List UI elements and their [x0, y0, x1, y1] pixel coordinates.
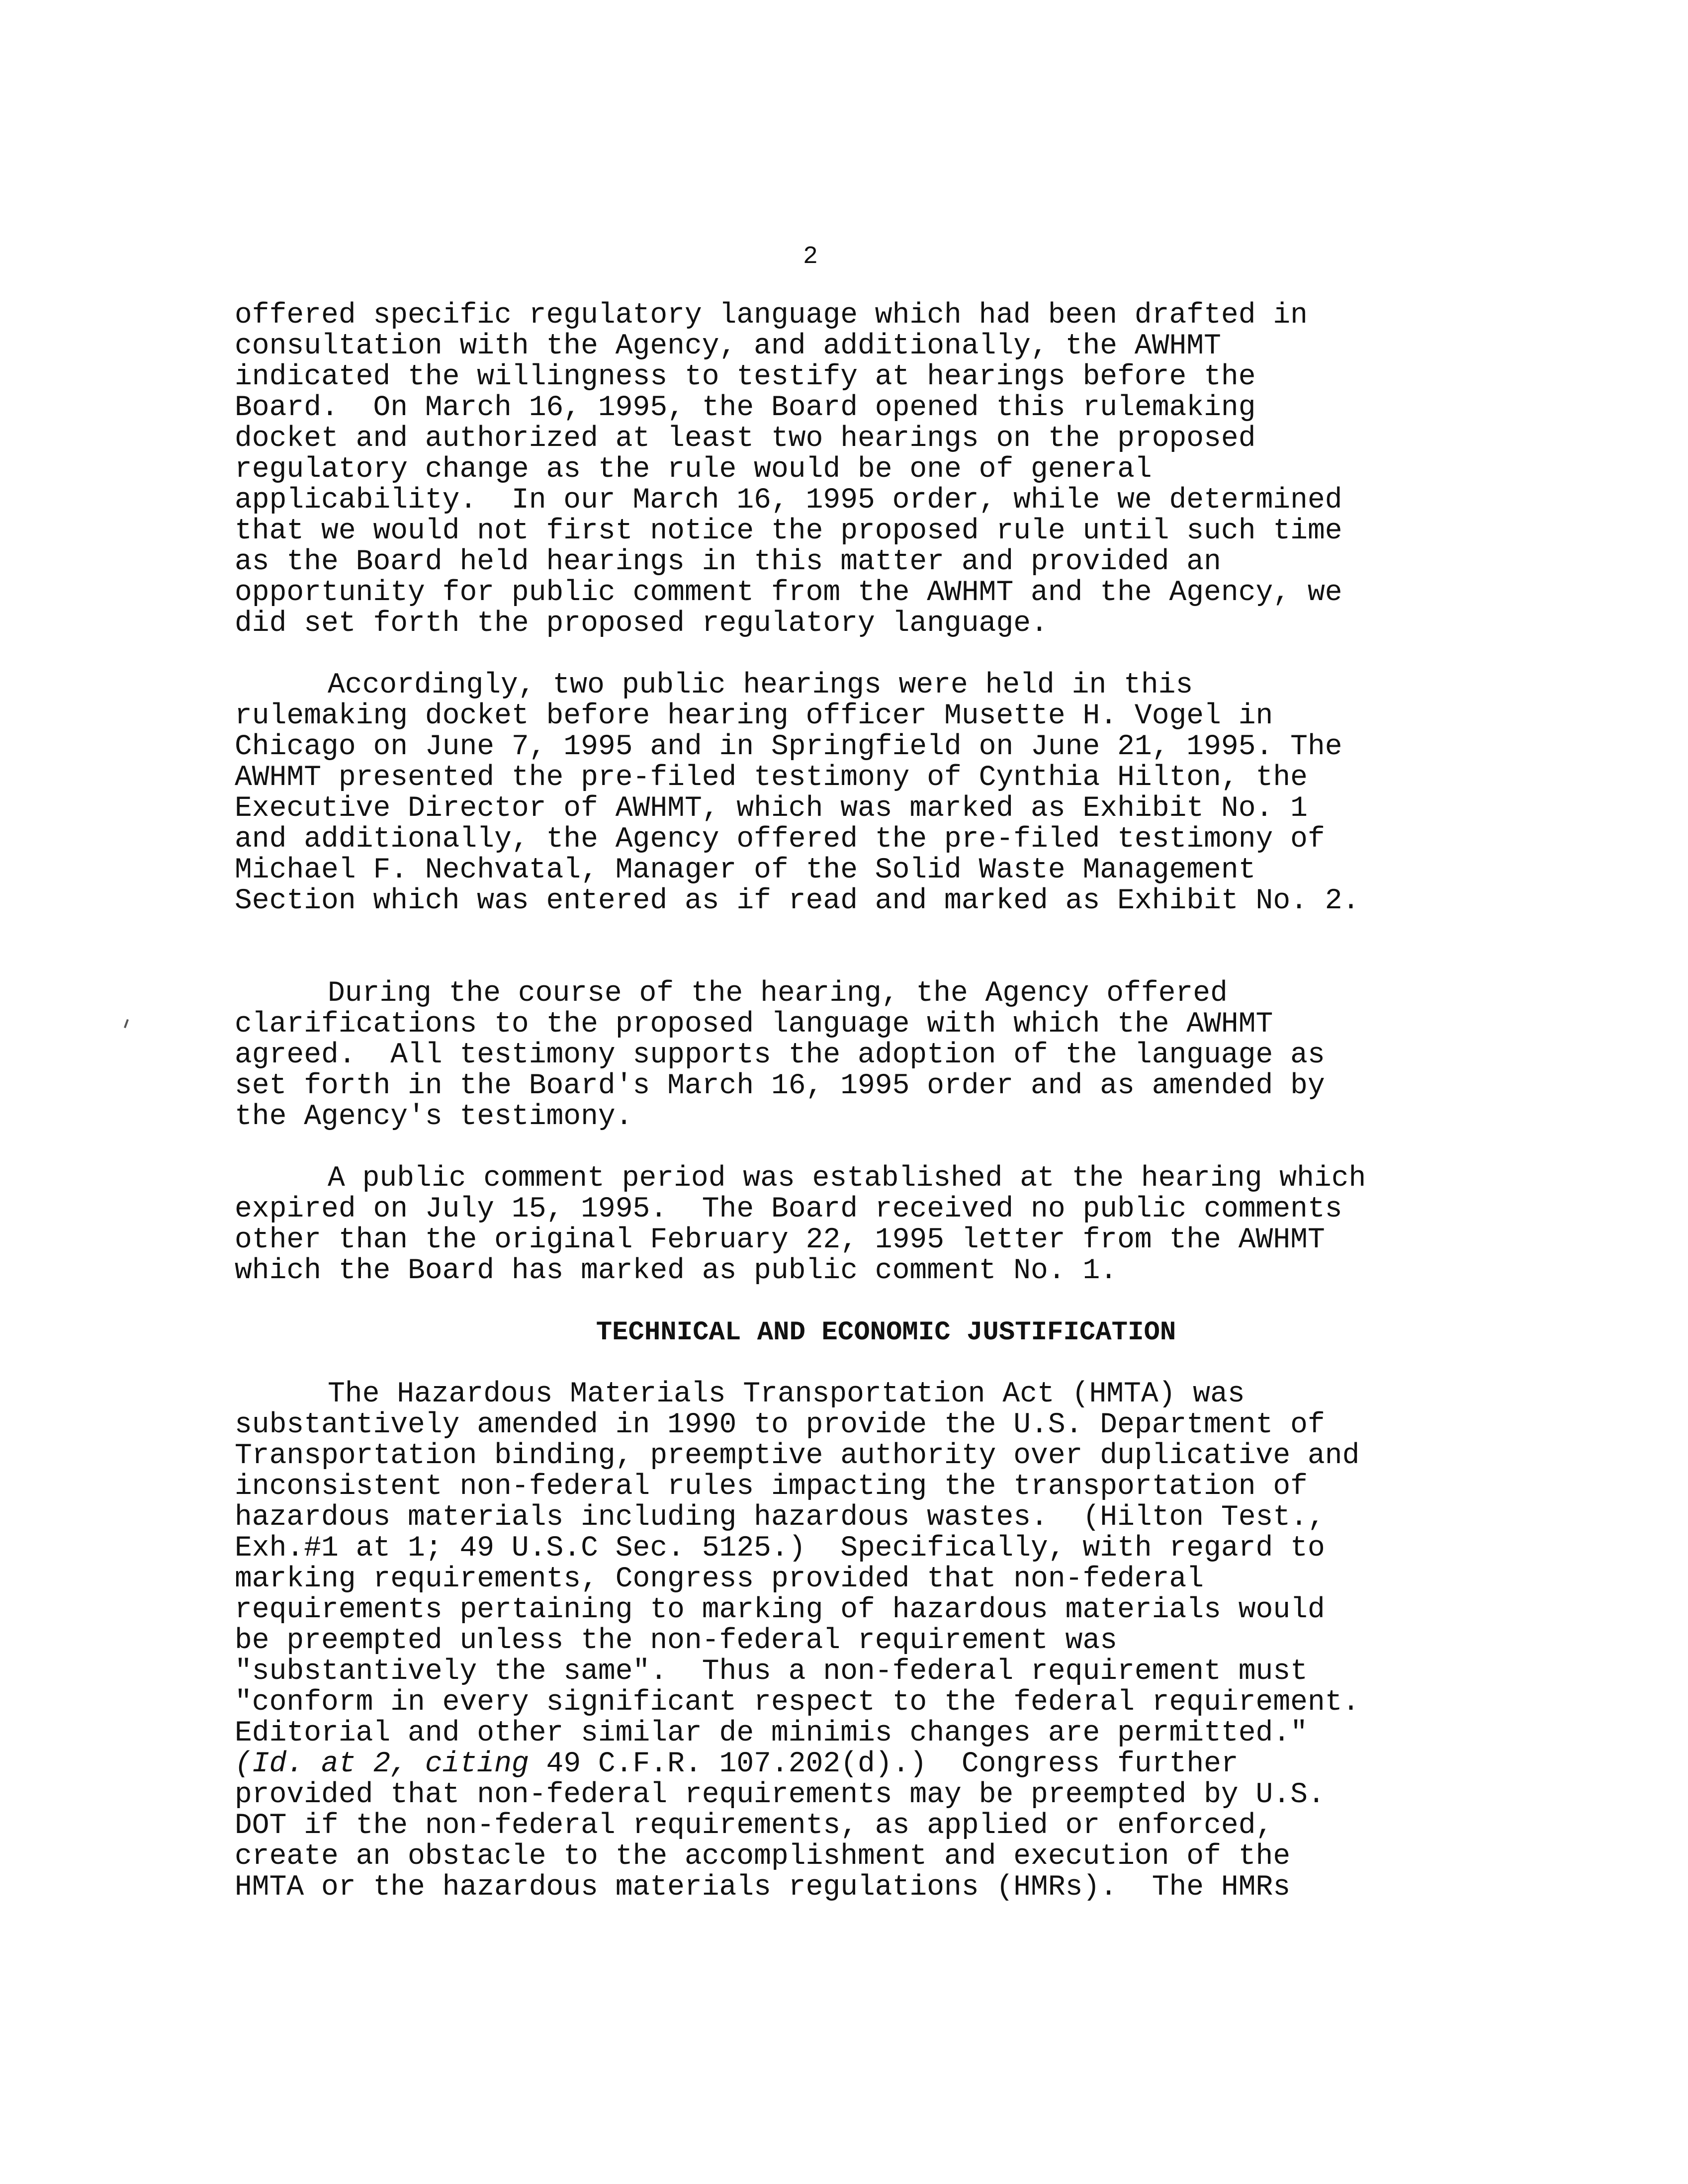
text-line: Chicago on June 7, 1995 and in Springfield on June 21, 1995. The	[235, 731, 1342, 763]
page-number: 2	[802, 243, 818, 271]
text-line: applicability. In our March 16, 1995 order, while we determined	[235, 484, 1342, 517]
text-line: agreed. All testimony supports the adoption of the language as	[235, 1039, 1325, 1071]
text-line: Michael F. Nechvatal, Manager of the Solid Waste Management	[235, 854, 1256, 886]
text-line: Transportation binding, preemptive authority over duplicative and	[235, 1440, 1360, 1472]
text-line: marking requirements, Congress provided that non-federal	[235, 1563, 1204, 1595]
citation-italic: (Id. at 2, citing	[235, 1748, 529, 1780]
text-line: set forth in the Board's March 16, 1995 order and as amended by	[235, 1070, 1325, 1102]
text-line: be preempted unless the non-federal requirement was	[235, 1625, 1118, 1657]
text-line: the Agency's testimony.	[235, 1101, 633, 1133]
text-line: did set forth the proposed regulatory language.	[235, 608, 1048, 640]
text-line: consultation with the Agency, and additionally, the AWHMT	[235, 330, 1221, 362]
text-line: and additionally, the Agency offered the pre-filed testimony of	[235, 823, 1325, 856]
paragraph-3	[235, 978, 1468, 1133]
paragraph-1	[235, 300, 1468, 639]
text-line: clarifications to the proposed language with which the AWHMT	[235, 1008, 1273, 1041]
text-line: regulatory change as the rule would be one of general	[235, 453, 1152, 486]
text-line: provided that non-federal requirements may be preempted by U.S.	[235, 1779, 1325, 1811]
text-line: inconsistent non-federal rules impacting the transportation of	[235, 1471, 1308, 1503]
text-line: A public comment period was established at the hearing which	[328, 1162, 1366, 1195]
text-line: DOT if the non-federal requirements, as applied or enforced,	[235, 1810, 1273, 1842]
text-line: substantively amended in 1990 to provide the U.S. Department of	[235, 1409, 1325, 1441]
text-line: Board. On March 16, 1995, the Board opened this rulemaking	[235, 392, 1256, 424]
text-line: indicated the willingness to testify at hearings before the	[235, 361, 1256, 393]
paragraph-5	[235, 1379, 1468, 1903]
text-line: offered specific regulatory language which had been drafted in	[235, 299, 1308, 332]
document-body	[235, 300, 1468, 1903]
text-line: Exh.#1 at 1; 49 U.S.C Sec. 5125.) Specifically, with regard to	[235, 1532, 1325, 1565]
paragraph-4	[235, 1163, 1468, 1287]
text-line: that we would not first notice the proposed rule until such time	[235, 515, 1342, 547]
section-heading: TECHNICAL AND ECONOMIC JUSTIFICATION	[596, 1317, 1176, 1348]
text-line: AWHMT presented the pre-filed testimony of Cynthia Hilton, the	[235, 762, 1308, 794]
text-line: The Hazardous Materials Transportation Act (HMTA) was	[328, 1378, 1245, 1410]
paragraph-2	[235, 670, 1468, 917]
text-line: "substantively the same". Thus a non-federal requirement must	[235, 1656, 1308, 1688]
text-line: During the course of the hearing, the Agency offered	[328, 977, 1228, 1010]
citation-line	[235, 1749, 1468, 1780]
text-line: HMTA or the hazardous materials regulations (HMRs). The HMRs	[235, 1871, 1291, 1904]
text-line: hazardous materials including hazardous wastes. (Hilton Test.,	[235, 1501, 1325, 1534]
text-line: requirements pertaining to marking of hazardous materials would	[235, 1594, 1325, 1626]
text-line: Executive Director of AWHMT, which was marked as Exhibit No. 1	[235, 792, 1308, 825]
text-line: Accordingly, two public hearings were held in this	[328, 669, 1193, 701]
margin-mark	[124, 1019, 129, 1028]
text-line: Section which was entered as if read and marked as Exhibit No. 2.	[235, 885, 1360, 917]
text-line: rulemaking docket before hearing officer Musette H. Vogel in	[235, 700, 1273, 732]
text-line: as the Board held hearings in this matter and provided an	[235, 546, 1221, 578]
citation-rest: 49 C.F.R. 107.202(d).) Congress further	[529, 1748, 1239, 1780]
text-line: "conform in every significant respect to the federal requirement.	[235, 1686, 1360, 1719]
text-line: other than the original February 22, 1995 letter from the AWHMT	[235, 1224, 1325, 1256]
text-line: create an obstacle to the accomplishment and execution of the	[235, 1840, 1291, 1873]
text-line: opportunity for public comment from the AWHMT and the Agency, we	[235, 577, 1342, 609]
text-line: which the Board has marked as public comment No. 1.	[235, 1255, 1118, 1287]
text-line: expired on July 15, 1995. The Board received no public comments	[235, 1193, 1342, 1225]
text-line: Editorial and other similar de minimis changes are permitted."	[235, 1717, 1308, 1749]
text-line: docket and authorized at least two hearings on the proposed	[235, 423, 1256, 455]
